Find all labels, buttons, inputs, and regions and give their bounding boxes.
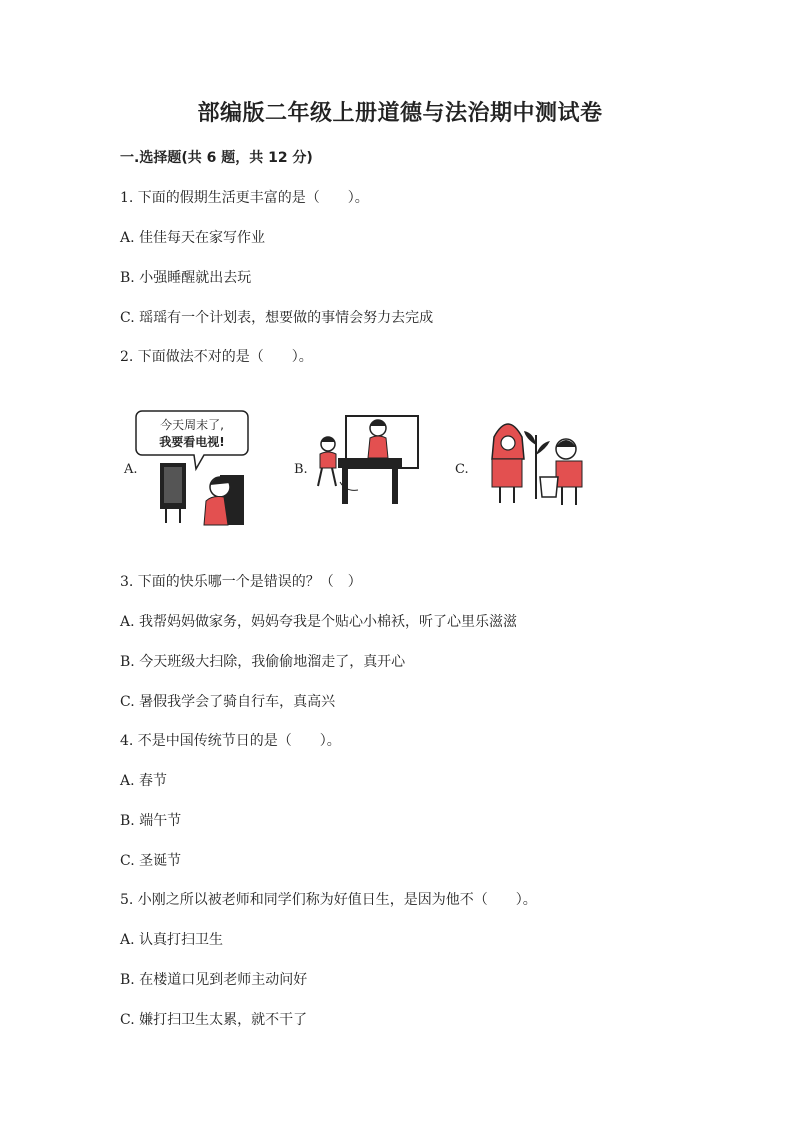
illustration-cleaning-table (310, 412, 420, 522)
picture-label-b: B. (294, 462, 308, 477)
picture-label-a: A. (124, 462, 138, 477)
speech-bubble-line-2: 我要看电视! (159, 435, 225, 449)
picture-label-c: C. (455, 462, 469, 477)
speech-bubble-line-1: 今天周末了, (160, 418, 224, 432)
question-5-option-a: A. 认真打扫卫生 (120, 932, 224, 948)
question-2-stem: 2. 下面做法不对的是（ ）。 (120, 349, 313, 365)
question-5-option-b: B. 在楼道口见到老师主动问好 (120, 972, 308, 988)
question-4-option-a: A. 春节 (120, 773, 168, 789)
question-3-stem: 3. 下面的快乐哪一个是错误的？（ ） (120, 574, 362, 590)
illustration-watching-tv (140, 405, 260, 530)
question-5-option-c: C. 嫌打扫卫生太累，就不干了 (120, 1012, 308, 1028)
question-1-stem: 1. 下面的假期生活更丰富的是（ ）。 (120, 190, 369, 206)
question-3-option-b: B. 今天班级大扫除，我偷偷地溜走了，真开心 (120, 654, 406, 670)
section-heading: 一.选择题(共 6 题，共 12 分) (120, 150, 313, 166)
question-4-stem: 4. 不是中国传统节日的是（ ）。 (120, 733, 341, 749)
question-1-option-b: B. 小强睡醒就出去玩 (120, 270, 252, 286)
question-4-option-b: B. 端午节 (120, 813, 182, 829)
question-3-option-a: A. 我帮妈妈做家务，妈妈夸我是个贴心小棉袄，听了心里乐滋滋 (120, 614, 518, 630)
question-5-stem: 5. 小刚之所以被老师和同学们称为好值日生，是因为他不（ ）。 (120, 892, 537, 908)
question-3-option-c: C. 暑假我学会了骑自行车，真高兴 (120, 694, 336, 710)
page-title: 部编版二年级上册道德与法治期中测试卷 (197, 101, 603, 126)
question-4-option-c: C. 圣诞节 (120, 853, 182, 869)
question-1-option-c: C. 瑶瑶有一个计划表，想要做的事情会努力去完成 (120, 310, 434, 326)
illustration-watering-plant (482, 415, 602, 510)
question-1-option-a: A. 佳佳每天在家写作业 (120, 230, 266, 246)
